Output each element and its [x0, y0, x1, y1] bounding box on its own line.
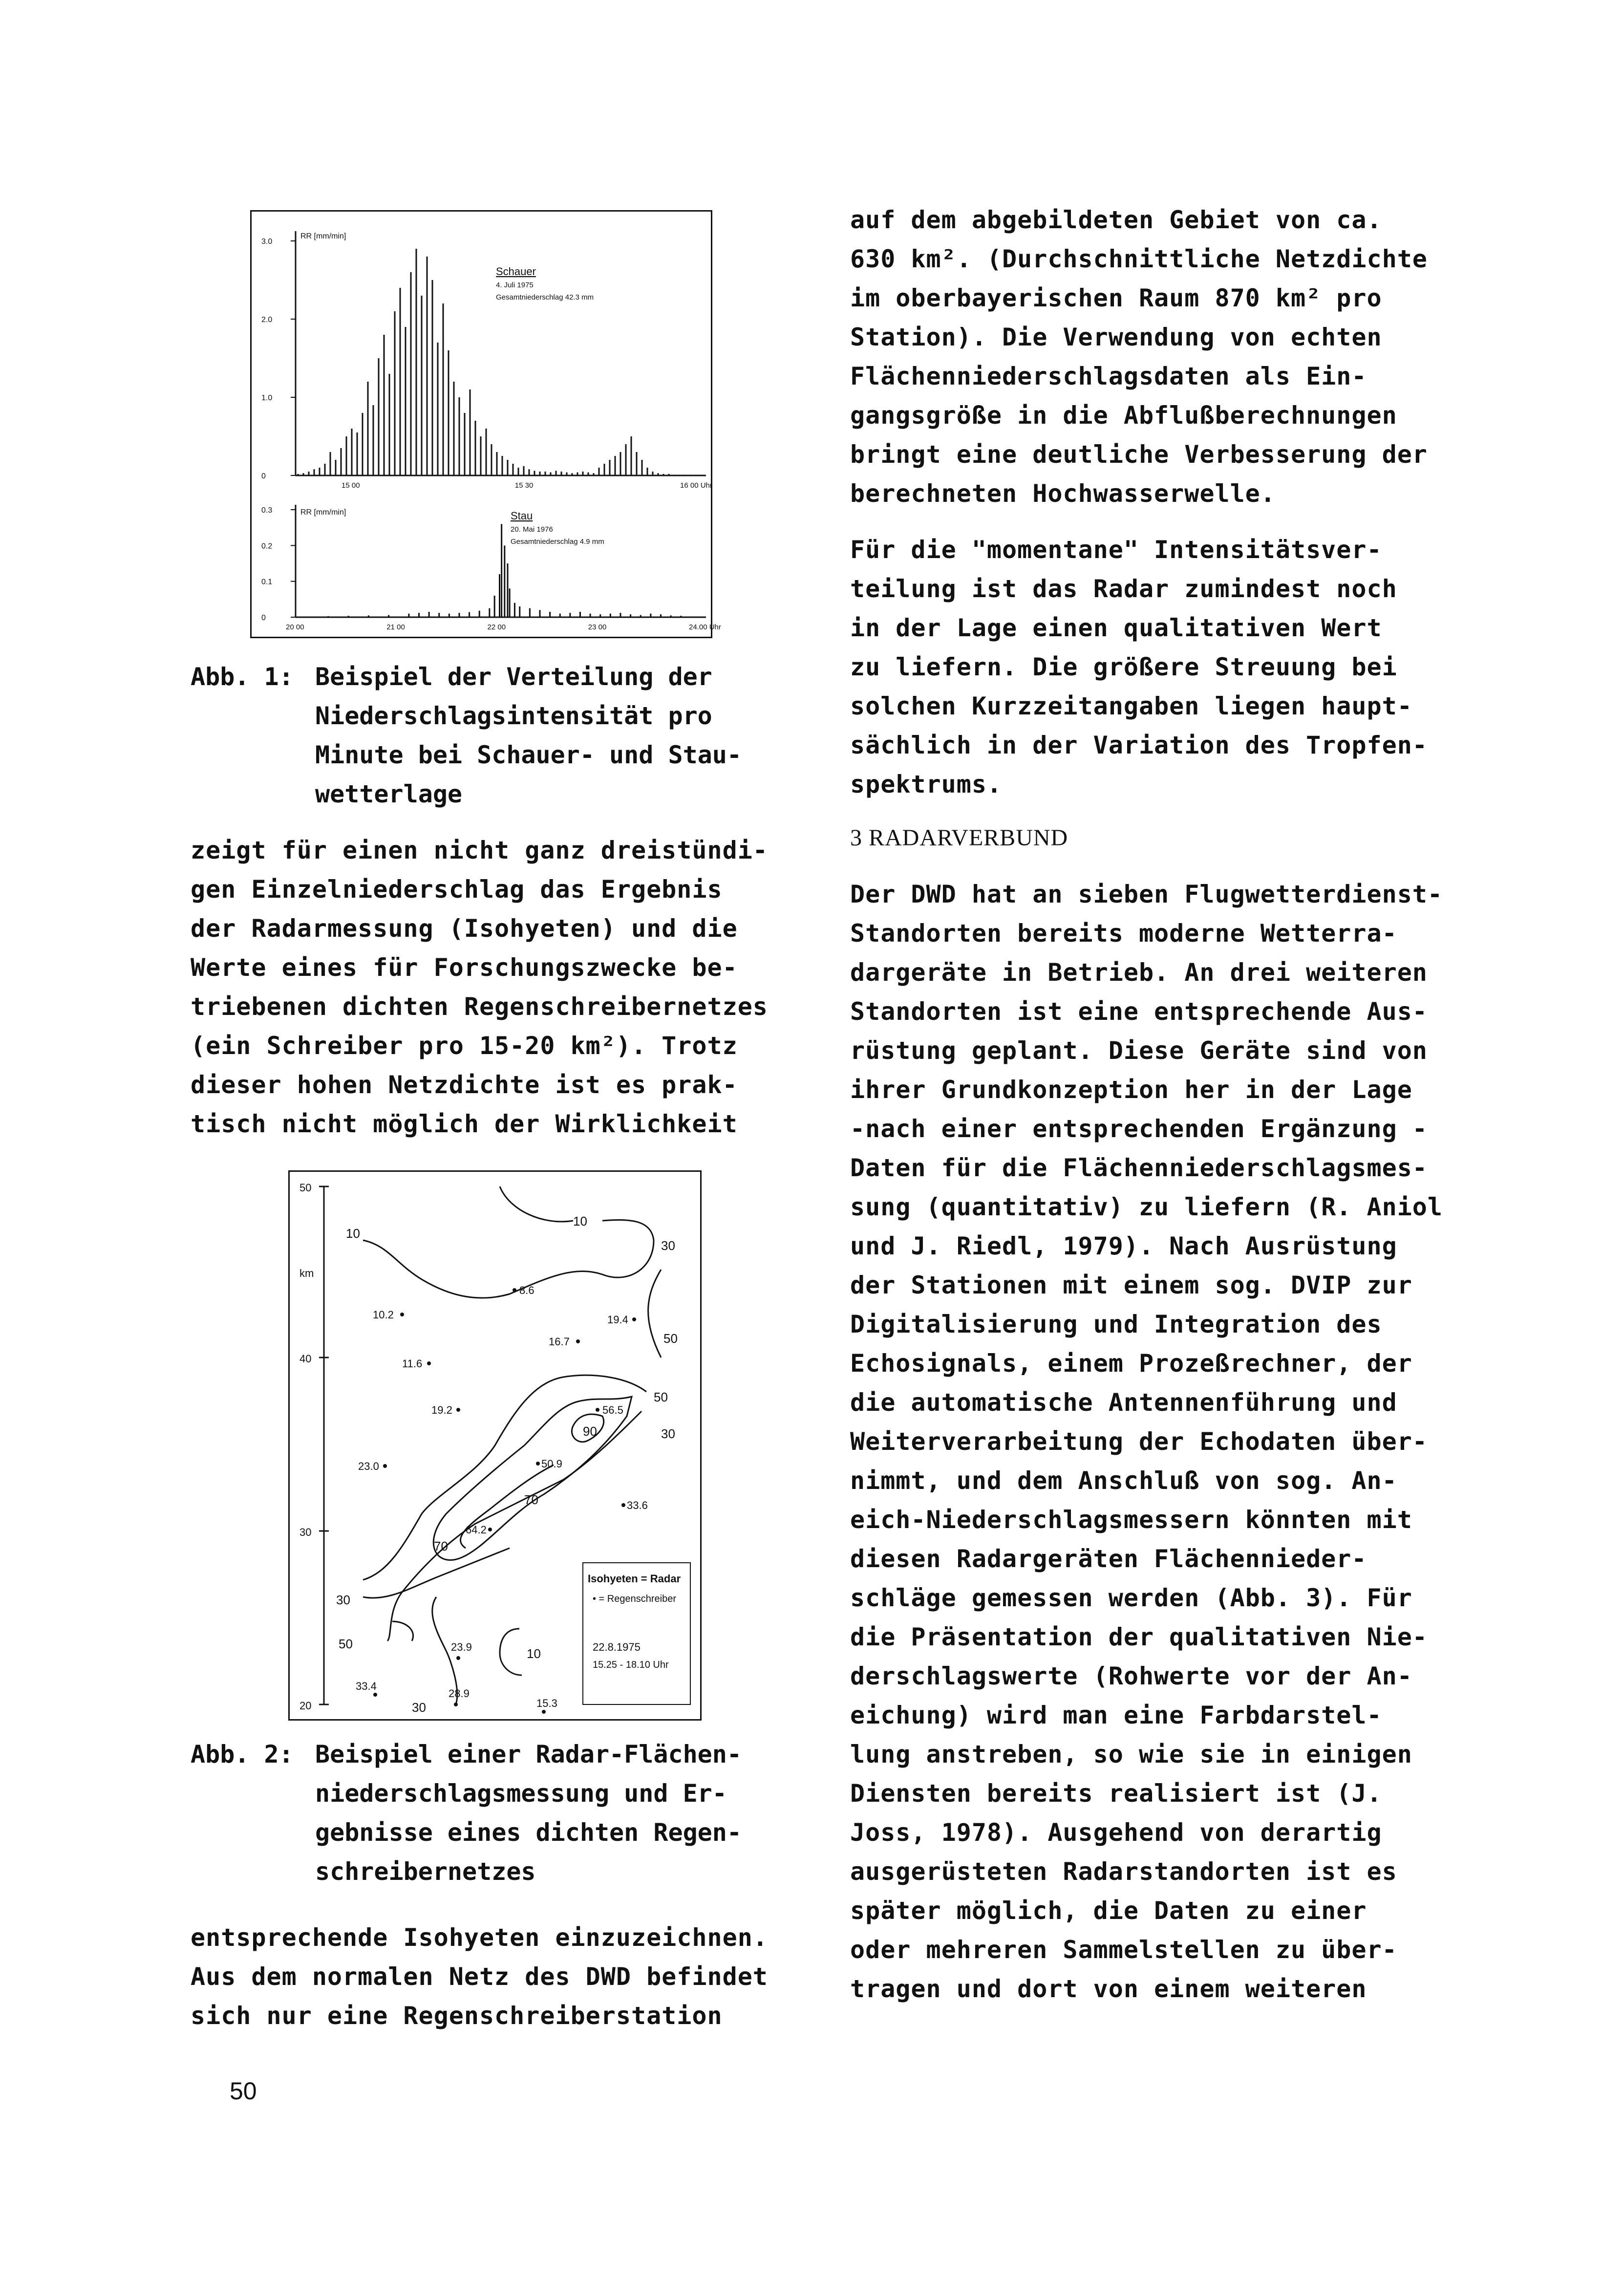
bot-ytick-label: 0 [261, 614, 266, 622]
station-value: 19.2 [431, 1404, 452, 1416]
text-line: spektrums. [850, 770, 1003, 798]
isohyet-label: 30 [661, 1238, 675, 1253]
top-ytick-label: 1.0 [261, 394, 273, 402]
top-xtick-label: 16 00 Uhr [680, 481, 712, 490]
text-line: zu liefern. Die größere Streuung bei [850, 653, 1397, 681]
text-line: -nach einer entsprechenden Ergänzung - [850, 1115, 1428, 1143]
map-legend-line-2: • = Regenschreiber [593, 1594, 676, 1604]
map-legend-line-1: Isohyeten = Radar [588, 1573, 681, 1585]
top-xtick-label: 15 00 [342, 481, 360, 490]
text-line: (ein Schreiber pro 15-20 km²). Trotz [191, 1032, 738, 1060]
text-line: gangsgröße in die Abflußberechnungen [850, 401, 1397, 430]
text-line: dieser hohen Netzdichte ist es prak- [191, 1071, 738, 1099]
text-line: 630 km². (Durchschnittliche Netzdichte [850, 245, 1428, 273]
figure-2-caption-line: schreibernetzes [315, 1857, 536, 1886]
figure-1-caption-label: Abb. 1: [191, 663, 294, 691]
station-value: 33.4 [356, 1680, 377, 1692]
isohyet-label: 10 [527, 1646, 541, 1661]
bot-ylabel: RR [mm/min] [300, 508, 346, 517]
station-value: 33.6 [627, 1499, 648, 1511]
bot-xtick-label: 23 00 [588, 623, 607, 631]
text-line: dargeräte in Betrieb. An drei weiteren [850, 958, 1428, 987]
figure-1-caption-line: Niederschlagsintensität pro [315, 702, 712, 730]
text-line: Weiterverarbeitung der Echodaten über- [850, 1427, 1428, 1456]
station-value: 16.7 [549, 1336, 570, 1348]
text-line: der Stationen mit einem sog. DVIP zur [850, 1271, 1412, 1299]
figure-2-caption-label: Abb. 2: [191, 1740, 294, 1768]
text-line: Echosignals, einem Prozeßrechner, der [850, 1349, 1412, 1378]
top-ytick-label: 3.0 [261, 237, 273, 246]
section-heading: 3 RADARVERBUND [850, 825, 1068, 851]
bot-ytick-label: 0.2 [261, 542, 273, 551]
text-line: später möglich, die Daten zu einer [850, 1897, 1367, 1925]
text-line: eich-Niederschlagsmessern könnten mit [850, 1506, 1412, 1534]
map-time: 15.25 - 18.10 Uhr [593, 1660, 669, 1670]
text-line: Standorten bereits moderne Wetterra- [850, 919, 1397, 948]
map-yaxis-label: km [299, 1267, 314, 1279]
isohyet-label: 10 [573, 1214, 587, 1229]
text-line: rüstung geplant. Diese Geräte sind von [850, 1036, 1428, 1065]
text-line: der Radarmessung (Isohyeten) und die [191, 914, 738, 943]
map-ytick: 40 [299, 1353, 312, 1365]
isohyet-label: 30 [661, 1426, 675, 1441]
text-line: tragen und dort von einem weiteren [850, 1975, 1367, 2003]
bot-ytick-label: 0.1 [261, 578, 273, 586]
text-line: Standorten ist eine entsprechende Aus- [850, 997, 1428, 1026]
text-line: berechneten Hochwasserwelle. [850, 479, 1276, 508]
station-value: 28.9 [449, 1687, 470, 1700]
text-line: triebenen dichten Regenschreibernetzes [191, 992, 768, 1021]
text-line: auf dem abgebildeten Gebiet von ca. [850, 206, 1382, 234]
top-ytick-label: 2.0 [261, 316, 273, 324]
text-line: diesen Radargeräten Flächennieder- [850, 1545, 1367, 1573]
text-line: zeigt für einen nicht ganz dreistündi- [191, 836, 768, 864]
station-value: 50.9 [541, 1458, 562, 1470]
top-subtitle: 4. Juli 1975 [496, 281, 534, 289]
text-line: und J. Riedl, 1979). Nach Ausrüstung [850, 1232, 1397, 1260]
text-line: nimmt, und dem Anschluß von sog. An- [850, 1466, 1397, 1495]
bot-xtick-label: 20 00 [286, 623, 304, 631]
text-line: Station). Die Verwendung von echten [850, 323, 1382, 351]
top-title: Schauer [496, 265, 536, 278]
figure-1-caption-line: Minute bei Schauer- und Stau- [315, 741, 742, 769]
top-annotation: Gesamtniederschlag 42.3 mm [496, 293, 594, 302]
text-line: Daten für die Flächenniederschlagsmes- [850, 1154, 1428, 1182]
station-value: 23.0 [358, 1460, 379, 1472]
text-line: Der DWD hat an sieben Flugwetterdienst- [850, 880, 1443, 908]
figure-1 [250, 210, 721, 638]
station-value: 11.6 [402, 1358, 423, 1370]
map-date: 22.8.1975 [593, 1641, 641, 1653]
map-ytick: 20 [299, 1700, 312, 1712]
figure-1-caption-line: Beispiel der Verteilung der [315, 663, 712, 691]
text-line: die Präsentation der qualitativen Nie- [850, 1623, 1428, 1651]
top-ytick-label: 0 [261, 472, 266, 480]
text-line: Werte eines für Forschungszwecke be- [191, 953, 738, 982]
top-ylabel: RR [mm/min] [300, 232, 346, 240]
bot-xtick-label: 24.00 Uhr [689, 623, 721, 631]
text-line: eichung) wird man eine Farbdarstel- [850, 1701, 1382, 1729]
text-line: sung (quantitativ) zu liefern (R. Aniol [850, 1193, 1443, 1221]
text-line: sich nur eine Regenschreiberstation [191, 2002, 723, 2030]
isohyet-label: 50 [339, 1637, 353, 1651]
text-line: bringt eine deutliche Verbesserung der [850, 440, 1428, 469]
isohyet-label: 30 [412, 1700, 426, 1715]
bot-xtick-label: 22 00 [487, 623, 506, 631]
text-line: gen Einzelniederschlag das Ergebnis [191, 875, 723, 904]
text-line: lung anstreben, so wie sie in einigen [850, 1740, 1412, 1768]
text-line: oder mehreren Sammelstellen zu über- [850, 1936, 1397, 1964]
text-line: entsprechende Isohyeten einzuzeichnen. [191, 1923, 768, 1952]
text-line: Aus dem normalen Netz des DWD befindet [191, 1962, 768, 1991]
isohyet-label: 10 [346, 1226, 360, 1241]
chart-stau [261, 505, 721, 631]
station-value: 15.3 [536, 1697, 557, 1709]
bot-subtitle: 20. Mai 1976 [511, 525, 553, 534]
text-line: schläge gemessen werden (Abb. 3). Für [850, 1584, 1412, 1612]
figure-2 [288, 1170, 702, 1721]
text-line: tisch nicht möglich der Wirklichkeit [191, 1110, 738, 1138]
bot-xtick-label: 21 00 [386, 623, 405, 631]
text-line: derschlagswerte (Rohwerte vor der An- [850, 1662, 1412, 1690]
station-value: 8.6 [519, 1284, 534, 1296]
isohyet-label: 70 [434, 1539, 448, 1553]
isohyet-label: 70 [524, 1492, 538, 1507]
text-line: ausgerüsteten Radarstandorten ist es [850, 1857, 1397, 1886]
text-line: solchen Kurzzeitangaben liegen haupt- [850, 692, 1412, 720]
text-line: Joss, 1978). Ausgehend von derartig [850, 1818, 1382, 1847]
chart-schauer [261, 231, 712, 490]
figure-2-caption-line: niederschlagsmessung und Er- [315, 1779, 727, 1808]
text-line: Flächenniederschlagsdaten als Ein- [850, 362, 1367, 390]
map-ytick: 30 [299, 1526, 312, 1538]
figure-2-map [290, 1172, 700, 1719]
figure-2-caption-line: Beispiel einer Radar-Flächen- [315, 1740, 742, 1768]
figure-2-caption-line: gebnisse eines dichten Regen- [315, 1818, 742, 1847]
text-line: Digitalisierung und Integration des [850, 1310, 1382, 1338]
text-line: in der Lage einen qualitativen Wert [850, 614, 1382, 642]
text-line: sächlich in der Variation des Tropfen- [850, 731, 1428, 759]
station-value: 23.9 [451, 1641, 472, 1653]
text-line: im oberbayerischen Raum 870 km² pro [850, 284, 1382, 312]
figure-1-caption-line: wetterlage [315, 780, 463, 808]
bot-ytick-label: 0.3 [261, 506, 273, 515]
text-line: die automatische Antennenführung und [850, 1388, 1397, 1417]
isohyet-label: 30 [336, 1593, 350, 1607]
map-ytick: 50 [299, 1182, 312, 1194]
bot-annotation: Gesamtniederschlag 4.9 mm [511, 538, 604, 546]
station-value: 10.2 [373, 1309, 394, 1321]
text-line: Diensten bereits realisiert ist (J. [850, 1779, 1382, 1808]
text-line: Für die "momentane" Intensitätsver- [850, 536, 1382, 564]
top-xtick-label: 15 30 [514, 481, 534, 490]
text-line: teilung ist das Radar zumindest noch [850, 575, 1397, 603]
station-value: 64.2 [466, 1524, 487, 1536]
isohyet-label: 50 [663, 1331, 678, 1346]
station-value: 56.5 [602, 1404, 623, 1416]
page-number: 50 [230, 2077, 257, 2105]
isohyet-label: 90 [583, 1424, 597, 1439]
bot-title: Stau [511, 510, 533, 522]
station-value: 19.4 [607, 1314, 628, 1326]
text-line: ihrer Grundkonzeption her in der Lage [850, 1076, 1412, 1104]
figure-1-chart [252, 212, 721, 637]
isohyet-label: 50 [654, 1390, 668, 1404]
